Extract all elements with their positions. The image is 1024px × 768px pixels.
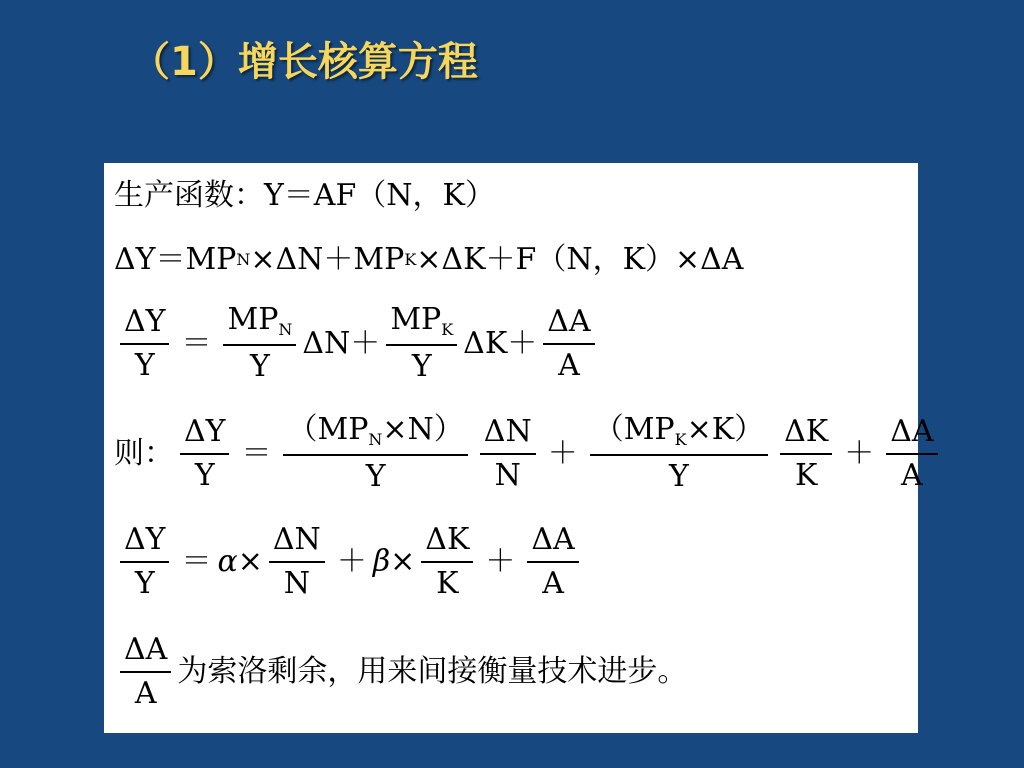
expr-part: ×ΔK＋F（N，K）×ΔA — [416, 242, 744, 277]
production-function-line — [114, 178, 912, 213]
expr-part: ×ΔN＋MP — [250, 242, 405, 277]
equals-sign: ＝ — [181, 325, 212, 361]
numerator: $MP_N$ — [223, 305, 296, 346]
denominator: A — [558, 347, 580, 383]
fraction — [120, 632, 171, 711]
denominator: K — [436, 566, 459, 601]
term: ΔN＋ — [302, 325, 381, 361]
plus-sign: ＋ — [485, 544, 516, 579]
denominator: Y — [134, 347, 155, 383]
numerator: ΔA — [120, 635, 171, 673]
numerator: ΔA — [543, 307, 594, 345]
equals-sign: ＝ — [181, 544, 212, 579]
fraction — [780, 413, 832, 493]
solow-residual-line — [114, 632, 912, 711]
formula-box — [104, 163, 934, 733]
denominator: A — [542, 566, 564, 601]
denominator: N — [283, 566, 310, 601]
total-differential-line — [114, 242, 912, 277]
numerator: ΔA — [886, 417, 937, 455]
denominator: Y — [669, 459, 689, 494]
plus-sign: ＋ — [336, 544, 367, 579]
numerator: ΔA — [527, 525, 578, 563]
numerator: $(MP_K\times K)$ — [590, 415, 768, 456]
fraction — [269, 522, 325, 601]
equals-sign: ＝ — [241, 435, 272, 471]
numerator: ΔY — [120, 307, 169, 345]
numerator: $(MP_N\times N)$ — [283, 415, 467, 456]
fraction — [283, 412, 467, 494]
fraction — [180, 413, 229, 493]
numerator: ΔK — [421, 525, 473, 563]
denominator: N — [494, 457, 521, 493]
plus-sign: ＋ — [547, 435, 578, 471]
fraction — [527, 522, 578, 601]
production-function-expr: Y＝AF（N，K） — [264, 178, 495, 213]
fraction — [120, 303, 169, 383]
fraction — [590, 412, 768, 494]
numerator: $MP_K$ — [386, 305, 457, 346]
numerator: ΔN — [269, 525, 325, 563]
denominator: Y — [134, 566, 155, 601]
solow-residual-text: 为索洛剩余，用来间接衡量技术进步。 — [177, 654, 688, 689]
fraction — [480, 413, 536, 493]
slide-title: （1）增长核算方程 — [130, 39, 478, 85]
subscript: N — [236, 250, 251, 269]
subscript: K — [404, 250, 417, 269]
denominator: Y — [194, 457, 215, 493]
production-function-label: 生产函数： — [114, 178, 264, 213]
fraction — [886, 413, 937, 493]
fraction — [223, 302, 296, 384]
expr-part: ΔY＝MP — [114, 242, 237, 277]
fraction — [421, 522, 473, 601]
beta-symbol: β — [372, 544, 391, 579]
denominator: A — [901, 457, 923, 493]
numerator: ΔY — [120, 525, 169, 563]
growth-rate-line — [114, 302, 912, 384]
denominator: Y — [250, 349, 270, 384]
denominator: Y — [365, 459, 386, 494]
coefficient-line — [114, 522, 912, 601]
plus-sign: ＋ — [844, 435, 875, 471]
term: ΔK＋ — [463, 325, 538, 361]
fraction — [543, 303, 594, 383]
denominator: Y — [411, 349, 432, 384]
therefore-label: 则： — [114, 435, 174, 471]
fraction — [120, 522, 169, 601]
times-sign: × — [390, 544, 416, 579]
denominator: K — [794, 457, 818, 493]
fraction — [386, 302, 457, 384]
denominator: A — [134, 676, 157, 711]
numerator: ΔY — [180, 417, 229, 455]
numerator: ΔK — [780, 417, 832, 455]
alpha-symbol: α — [217, 544, 238, 579]
times-sign: × — [237, 544, 263, 579]
numerator: ΔN — [480, 417, 536, 455]
